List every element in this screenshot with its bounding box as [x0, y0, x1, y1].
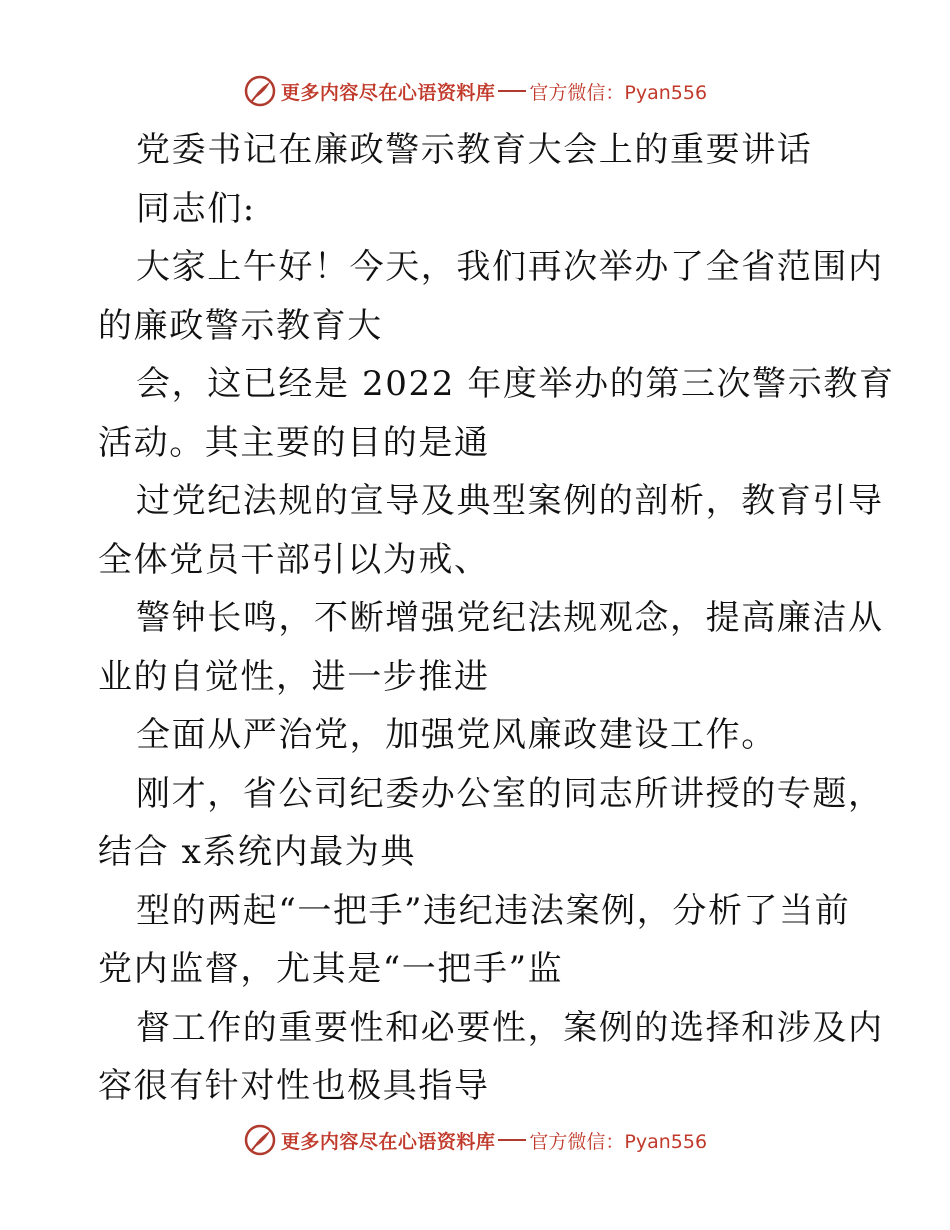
banner-divider — [498, 1139, 526, 1141]
banner-main-text: 更多内容尽在心语资料库 — [280, 81, 496, 104]
feather-pen-logo-icon — [243, 1123, 277, 1157]
document-line: 的廉政警示教育大 — [98, 305, 383, 346]
document-line: 警钟长鸣，不断增强党纪法规观念，提高廉洁从 — [136, 598, 884, 638]
banner-main-text: 更多内容尽在心语资料库 — [280, 1130, 496, 1153]
document-line: 全面从严治党，加强党风廉政建设工作。 — [136, 715, 777, 755]
document-line: 业的自觉性，进一步推进 — [98, 656, 490, 697]
feather-pen-logo-icon — [243, 74, 277, 108]
banner-wechat-text: 官方微信：Pyan556 — [529, 81, 708, 104]
document-line: 党内监督，尤其是“一把手”监 — [98, 949, 564, 989]
document-line: 全体党员干部引以为戒、 — [98, 539, 490, 580]
document-line: 过党纪法规的宣导及典型案例的剖析，教育引导 — [136, 481, 884, 521]
banner-divider — [498, 90, 526, 92]
banner-wechat-text: 官方微信：Pyan556 — [529, 1130, 708, 1153]
document-line: 型的两起“一把手”违纪违法案例，分析了当前 — [136, 890, 851, 931]
header-banner — [0, 71, 950, 111]
document-line: 会，这已经是 2022 年度举办的第三次警示教育 — [136, 364, 895, 404]
document-line: 容很有针对性也极具指导 — [98, 1066, 490, 1106]
document-line: 刚才，省公司纪委办公室的同志所讲授的专题， — [136, 773, 884, 814]
document-title: 党委书记在廉政警示教育大会上的重要讲话 — [136, 130, 813, 170]
document-line: 同志们: — [136, 188, 256, 229]
footer-banner — [0, 1120, 950, 1160]
document-line: 结合 x系统内最为典 — [98, 832, 416, 872]
document-body — [98, 121, 895, 1116]
document-line: 大家上午好！今天，我们再次举办了全省范围内 — [136, 247, 884, 287]
document-line: 督工作的重要性和必要性，案例的选择和涉及内 — [136, 1007, 884, 1048]
document-line: 活动。其主要的目的是通 — [98, 422, 490, 463]
